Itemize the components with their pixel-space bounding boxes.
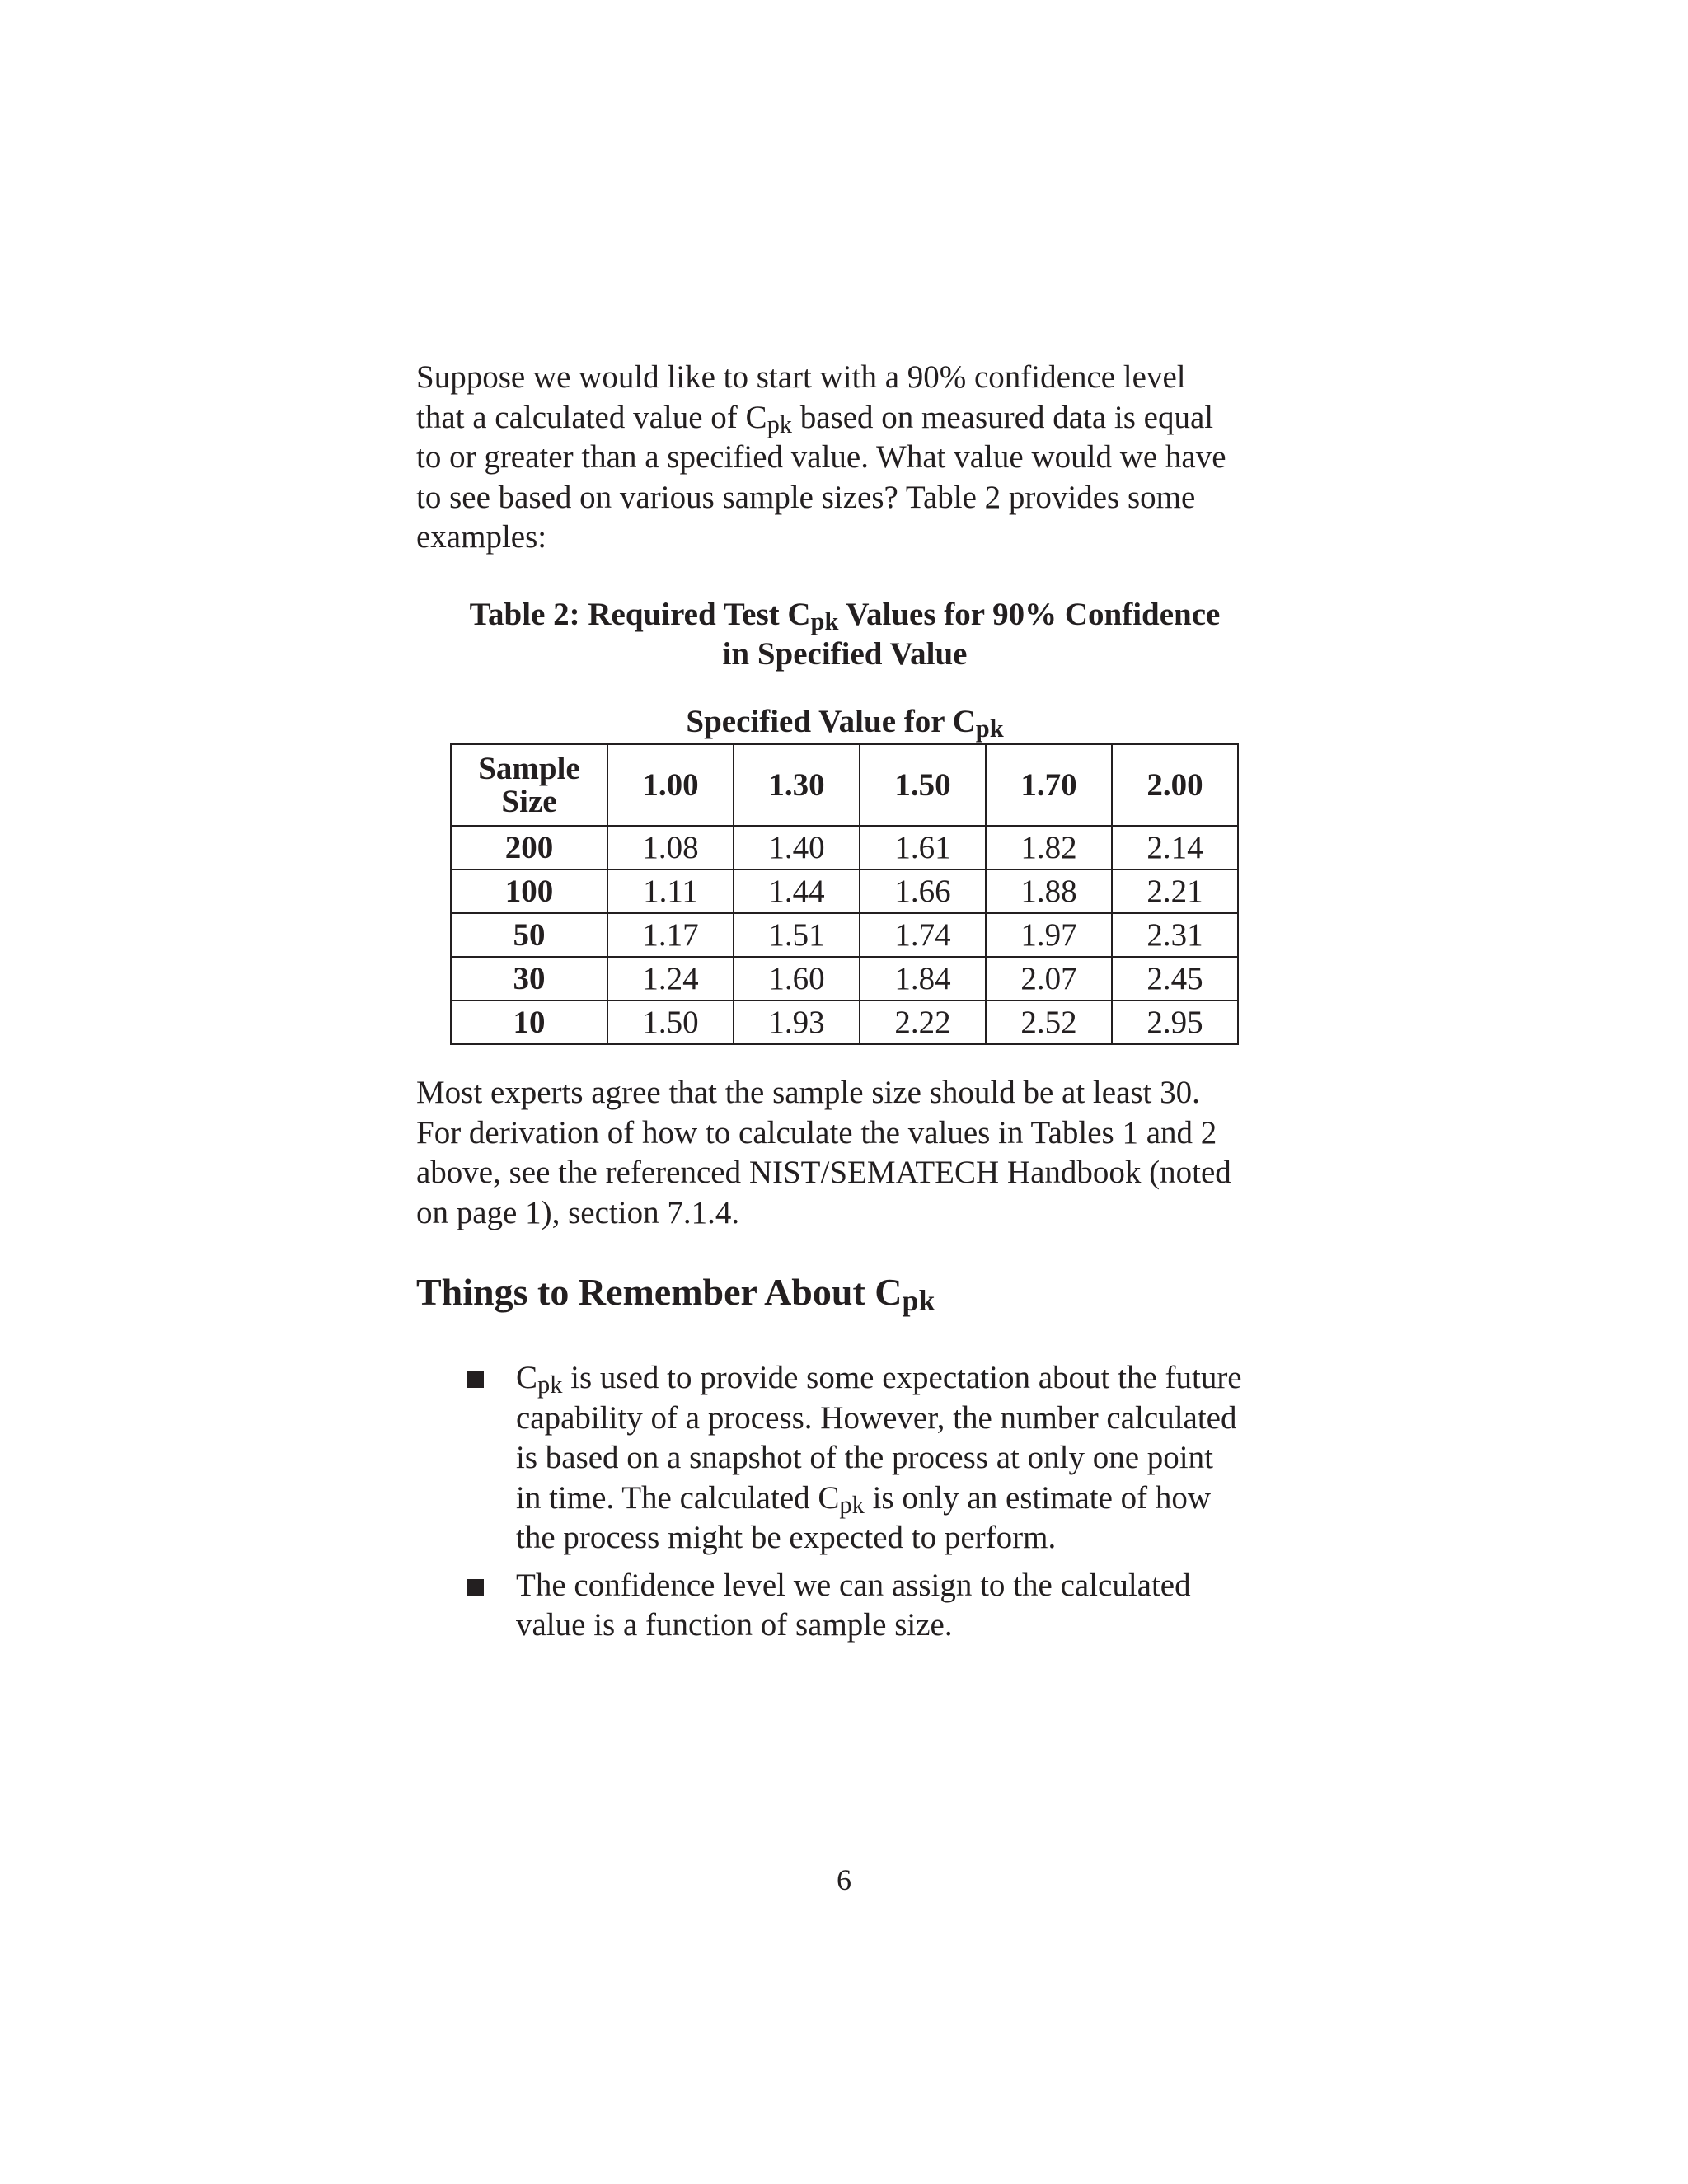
sample-size-header: Sample Size: [451, 744, 607, 826]
bullet-list: [462, 1358, 1302, 1653]
table-cell: 1.61: [860, 826, 986, 869]
sample-size-cell: 30: [451, 957, 607, 1001]
table-row: [451, 826, 1238, 869]
table-cell: 2.95: [1112, 1001, 1238, 1044]
column-header: 1.30: [734, 744, 860, 826]
square-bullet-icon: [467, 1371, 484, 1388]
table-row: [451, 1001, 1238, 1044]
table-cell: 1.84: [860, 957, 986, 1001]
column-header: 2.00: [1112, 744, 1238, 826]
intro-paragraph: [416, 358, 1290, 558]
table-cell: 1.44: [734, 869, 860, 913]
table-cell: 1.97: [986, 913, 1112, 957]
table-cell: 2.52: [986, 1001, 1112, 1044]
table-cell: 1.51: [734, 913, 860, 957]
table-cell: 2.07: [986, 957, 1112, 1001]
followup-line: on page 1), section 7.1.4.: [416, 1194, 740, 1230]
list-item: $C_{pk}$ is used to provide some expectation about the future capability of a process. However, the number calculated is based on a snapshot of the process at only one point in time. The calculated $C_{pk}$ is only an estimate of how the process might be expected to perform.: [462, 1358, 1302, 1558]
table-cell: 1.66: [860, 869, 986, 913]
column-header: 1.00: [607, 744, 734, 826]
followup-line: above, see the referenced NIST/SEMATECH Handbook (noted: [416, 1155, 1231, 1190]
table-column-group-label: Specified Value for $C_{pk}$: [686, 704, 1004, 743]
table-cell: 1.82: [986, 826, 1112, 869]
followup-line: For derivation of how to calculate the values in Tables 1 and 2: [416, 1114, 1217, 1151]
column-header: 1.70: [986, 744, 1112, 826]
table-row: [451, 913, 1238, 957]
sample-size-cell: 10: [451, 1001, 607, 1044]
table-cell: 1.93: [734, 1001, 860, 1044]
section-heading: Things to Remember About $C_{pk}$: [416, 1271, 935, 1318]
table-caption-line-1: Table 2: Required Test $C_{pk}$ Values for 90% Confidence: [469, 597, 1221, 636]
followup-paragraph: [416, 1073, 1290, 1233]
table-cell: 2.45: [1112, 957, 1238, 1001]
column-header: 1.50: [860, 744, 986, 826]
intro-line: Suppose we would like to start with a 90% confidence level: [416, 359, 1186, 395]
page-number: 6: [837, 1863, 851, 1896]
sample-size-cell: 100: [451, 869, 607, 913]
table-cell: 2.21: [1112, 869, 1238, 913]
table-cell: 1.50: [607, 1001, 734, 1044]
table-cell: 2.31: [1112, 913, 1238, 957]
followup-line: Most experts agree that the sample size should be at least 30.: [416, 1075, 1200, 1110]
intro-line: to see based on various sample sizes? Table 2 provides some: [416, 479, 1196, 515]
table-caption: [416, 595, 1273, 674]
sample-size-cell: 50: [451, 913, 607, 957]
table-cell: 1.88: [986, 869, 1112, 913]
table-caption-line-2: in Specified Value: [722, 636, 968, 672]
square-bullet-icon: [467, 1579, 484, 1596]
table-cell: 1.17: [607, 913, 734, 957]
cpk-table: [450, 743, 1239, 1045]
sample-size-cell: 200: [451, 826, 607, 869]
table-cell: 1.60: [734, 957, 860, 1001]
intro-line: to or greater than a specified value. What value would we have: [416, 439, 1226, 475]
table-cell: 1.24: [607, 957, 734, 1001]
table-cell: 2.14: [1112, 826, 1238, 869]
table-row: [451, 957, 1238, 1001]
table-cell: 1.74: [860, 913, 986, 957]
table-row: [451, 869, 1238, 913]
table-header-row: [451, 744, 1238, 826]
table-cell: 1.08: [607, 826, 734, 869]
list-item: The confidence level we can assign to the calculated value is a function of sample size.: [462, 1566, 1302, 1646]
intro-line: examples:: [416, 519, 547, 555]
table-cell: 1.11: [607, 869, 734, 913]
table-cell: 1.40: [734, 826, 860, 869]
intro-line: that a calculated value of $C_{pk}$ based on measured data is equal: [416, 399, 1214, 438]
table-cell: 2.22: [860, 1001, 986, 1044]
